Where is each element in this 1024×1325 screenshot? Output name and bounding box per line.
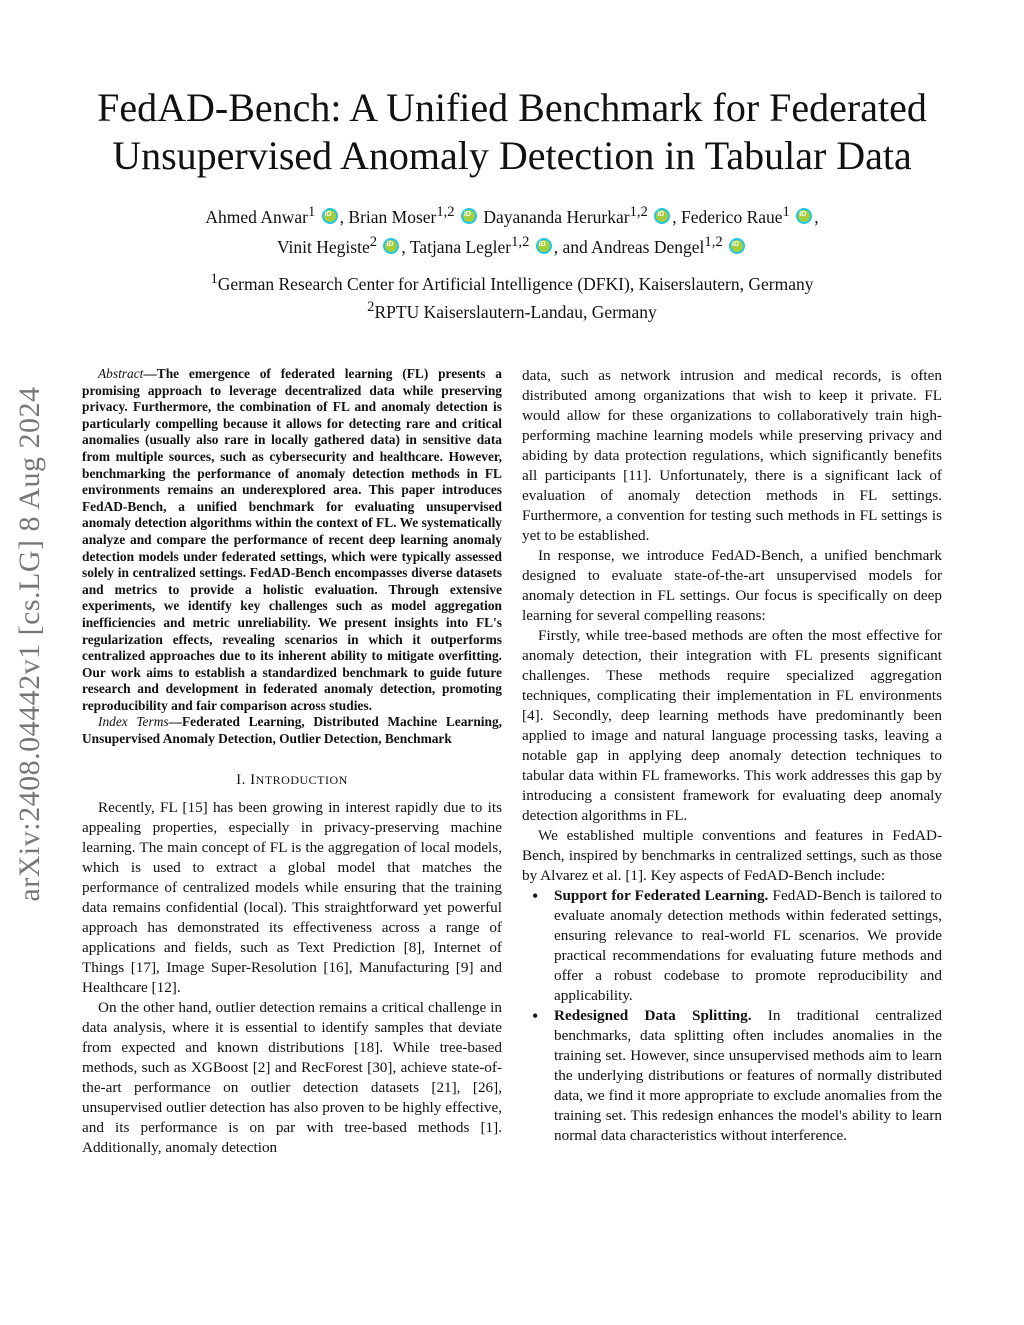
paper-title <box>40 84 984 180</box>
intro-paragraph-5: Firstly, while tree-based methods are often the most effective for anomaly detection, their integration with FL presents significant challenges. These methods require specialized aggregation techniques, complicating their implementation in FL environments [4]. Secondly, deep learning methods have predominantly been applied to image and natural language processing tasks, leaving a notable gap in applying deep anomaly detection techniques to tabular data within FL frameworks. This work addresses this gap by introducing a consistent framework for evaluating deep anomaly detection algorithms in FL. <box>522 627 942 824</box>
left-column <box>82 366 502 1158</box>
orcid-icon[interactable] <box>796 208 812 224</box>
author-name: Vinit Hegiste <box>276 236 370 257</box>
intro-paragraph-2: On the other hand, outlier detection remains a critical challenge in data analysis, where it is essential to identify samples that deviate from expected and known distributions [18]. While tree-based methods, such as XGBoost [2] and RecForest [30], achieve state-of-the-art performance on outlier detection datasets [21], [26], unsupervised outlier detection has also proven to be highly effective, and its performance is on par with tree-based methods [1]. Additionally, anomaly detection <box>82 998 502 1156</box>
orcid-icon[interactable] <box>536 238 552 254</box>
author-line-2: Vinit Hegiste$^2$ iD , Tatjana Legler$^{1,2}$ iD , and Andreas Dengel$^{1,2}$ iD <box>80 230 944 260</box>
author-affil-sup: 1,2 <box>704 233 723 250</box>
intro-paragraph-4: In response, we introduce FedAD-Bench, a unified benchmark designed to evaluate state-of-the-art unsupervised models for anomaly detection in FL settings. Our focus is specifically on deep learning for several compelling reasons: <box>522 547 942 624</box>
intro-paragraph-6: We established multiple conventions and features in FedAD-Bench, inspired by benchmarks in centralized settings, such as those by Alvarez et al. [1]. Key aspects of FedAD-Bench include: <box>522 827 942 884</box>
right-column <box>522 366 942 1146</box>
affiliation-2 <box>80 296 944 324</box>
index-terms-text: —Federated Learning, Distributed Machine Learning, Unsupervised Anomaly Detection, Outlier Detection, Benchmark <box>82 714 502 747</box>
abstract-text: —The emergence of federated learning (FL) presents a promising approach to leverage decentralized data while preserving privacy. Furthermore, the combination of FL and anomaly detection is particularly compelling because it allows for detecting rare and critical anomalies (usually also rare in locally gathered data) in sensitive data from multiple sources, such as cybersecurity and healthcare. However, benchmarking the performance of anomaly detection methods in FL environments remains an underexplored area. This paper introduces FedAD-Bench, a unified benchmark for evaluating unsupervised anomaly detection algorithms within the context of FL. We systematically analyze and compare the performance of recent deep learning anomaly detection models under federated settings, which were typically assessed solely in centralized settings. FedAD-Bench encompasses diverse datasets and metrics to provide a holistic evaluation. Through extensive experiments, we identify key challenges such as model aggregation inefficiencies and metric unreliability. We present insights into FL's regularization effects, revealing scenarios in which it outperforms centralized approaches due to its inherent ability to mitigate overfitting. Our work aims to establish a standardized benchmark to guide future research and development in federated anomaly detection, promoting reproducibility and fair comparison across studies. <box>82 366 502 713</box>
author-list <box>80 200 944 260</box>
key-aspects-list <box>522 886 942 1146</box>
orcid-icon[interactable] <box>461 208 477 224</box>
author-name: Ahmed Anwar <box>205 206 308 227</box>
author-affil-sup: 1,2 <box>436 204 455 220</box>
bullet-text: In traditional centralized benchmarks, data splitting often includes anomalies in the training set. However, since unsupervised methods aim to learn the underlying distributions or features of normally distributed data, we find it more appropriate to exclude anomalies from the training set. This redesign enhances the model's ability to learn normal data characteristics without interference. <box>554 1007 942 1144</box>
title-line-1: FedAD-Bench: A Unified Benchmark for Federated <box>97 85 927 130</box>
author-name: Dayananda Herurkar <box>483 206 630 227</box>
abstract-label: Abstract <box>98 366 144 381</box>
affil-text: RPTU Kaiserslautern-Landau, Germany <box>374 301 657 322</box>
author-affil-sup: 1,2 <box>511 233 530 250</box>
author-affil-sup: 2 <box>369 233 378 250</box>
author-affil-sup: 1 <box>307 204 316 220</box>
affil-sup: 2 <box>367 298 375 315</box>
section-heading-introduction <box>82 770 502 790</box>
author-name: Tatjana Legler <box>409 236 512 257</box>
intro-paragraph-1: Recently, FL [15] has been growing in interest rapidly due to its appealing properties, especially in privacy-preserving machine learning. The main concept of FL is the aggregation of local models, which is used to extract a global model that matches the performance of centralized models while ensuring that the training data remains confidential (local). This straightforward yet powerful approach has demonstrated its effectiveness across a range of applications and fields, such as Text Prediction [8], Internet of Things [17], Image Super-Resolution [16], Manufacturing [9] and Healthcare [12]. <box>82 798 502 996</box>
author-affil-sup: 1 <box>782 204 790 220</box>
bullet-text: FedAD-Bench is tailored to evaluate anomaly detection methods within federated settings, ensuring relevance to real-world FL scenarios. We provide practical recommendations for evaluating future methods and offer a robust codebase to promote reproducibility and applicability. <box>554 887 943 1004</box>
index-terms <box>82 714 502 747</box>
intro-paragraph-3: data, such as network intrusion and medical records, is often distributed among organizations that wish to keep it private. FL would allow for these organizations to collaboratively train high-performing machine learning models while preserving privacy and abiding by data protection regulations, which significantly benefits all participants [11]. Unfortunately, there is a significant lack of evaluation of anomaly detection methods in FL settings. Furthermore, a convention for testing such methods in FL settings is yet to be established. <box>522 367 942 544</box>
affil-sup: 1 <box>210 271 218 287</box>
list-item <box>554 1006 942 1146</box>
bullet-heading: Redesigned Data Splitting. <box>554 1007 752 1024</box>
orcid-icon[interactable] <box>383 238 399 254</box>
affiliation-1 <box>80 268 944 296</box>
author-name: and Andreas Dengel <box>562 236 705 257</box>
section-rest: NTRODUCTION <box>255 772 348 787</box>
title-line-2: Unsupervised Anomaly Detection in Tabular Data <box>112 133 912 178</box>
abstract <box>82 366 502 714</box>
author-affil-sup: 1,2 <box>629 204 648 220</box>
author-line-1: Ahmed Anwar$^1$ iD , Brian Moser$^{1,2}$ iD Dayananda Herurkar$^{1,2}$ iD , Federico Raue$^1$ iD , <box>80 200 944 230</box>
affiliations <box>80 268 944 324</box>
section-initial: I <box>250 771 256 788</box>
author-name: Federico Raue <box>680 206 783 227</box>
bullet-heading: Support for Federated Learning. <box>554 887 769 904</box>
affil-text: German Research Center for Artificial Intelligence (DFKI), Kaiserslautern, Germany <box>217 273 814 294</box>
index-terms-label: Index Terms <box>98 714 169 730</box>
orcid-icon[interactable] <box>654 208 670 224</box>
orcid-icon[interactable] <box>729 238 745 254</box>
section-numeral: I. <box>236 771 251 788</box>
author-name: Brian Moser <box>348 206 437 227</box>
list-item <box>554 886 942 1006</box>
orcid-icon[interactable] <box>322 208 338 224</box>
arxiv-identifier-stamp: arXiv:2408.04442v1 [cs.LG] 8 Aug 2024 <box>13 386 46 902</box>
